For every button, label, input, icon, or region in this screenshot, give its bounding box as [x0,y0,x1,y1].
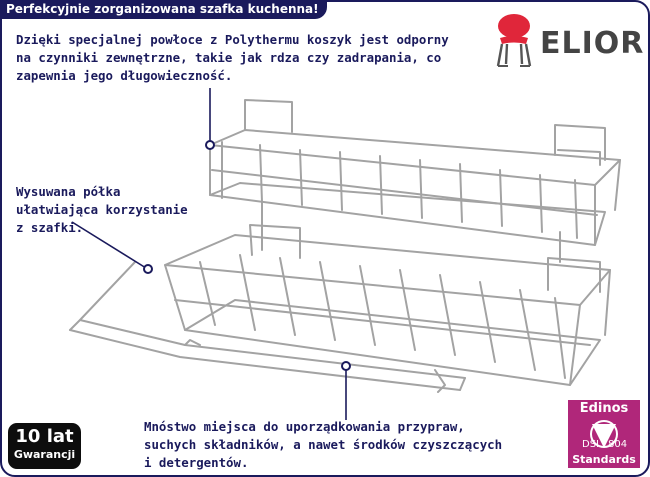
standards-bottom: Standards [572,453,636,466]
guarantee-badge [8,423,81,469]
brand-name: ELIOR [540,26,645,61]
standards-badge [568,400,640,468]
standards-left: DSI [582,439,599,450]
standards-top: Edinos [579,401,629,416]
guarantee-label: Gwarancji [13,448,76,461]
guarantee-years: 10 lat [15,426,74,447]
shelf-callout: Wysuwana półka ułatwiająca korzystanie z szafki. [16,184,188,235]
title-banner: Perfekcyjnie zorganizowana szafka kuchenna! [0,0,327,19]
coating-callout: Dzięki specjalnej powłoce z Polythermu koszyk jest odporny na czynniki zewnętrzne, takie jak rdza czy zadrapania, co zapewnia jego długowieczność. [16,32,449,83]
storage-callout: Mnóstwo miejsca do uporządkowania przypraw, suchych składników, a nawet środków czyszczących i detergentów. [144,419,503,470]
standards-right: 804 [608,439,628,450]
